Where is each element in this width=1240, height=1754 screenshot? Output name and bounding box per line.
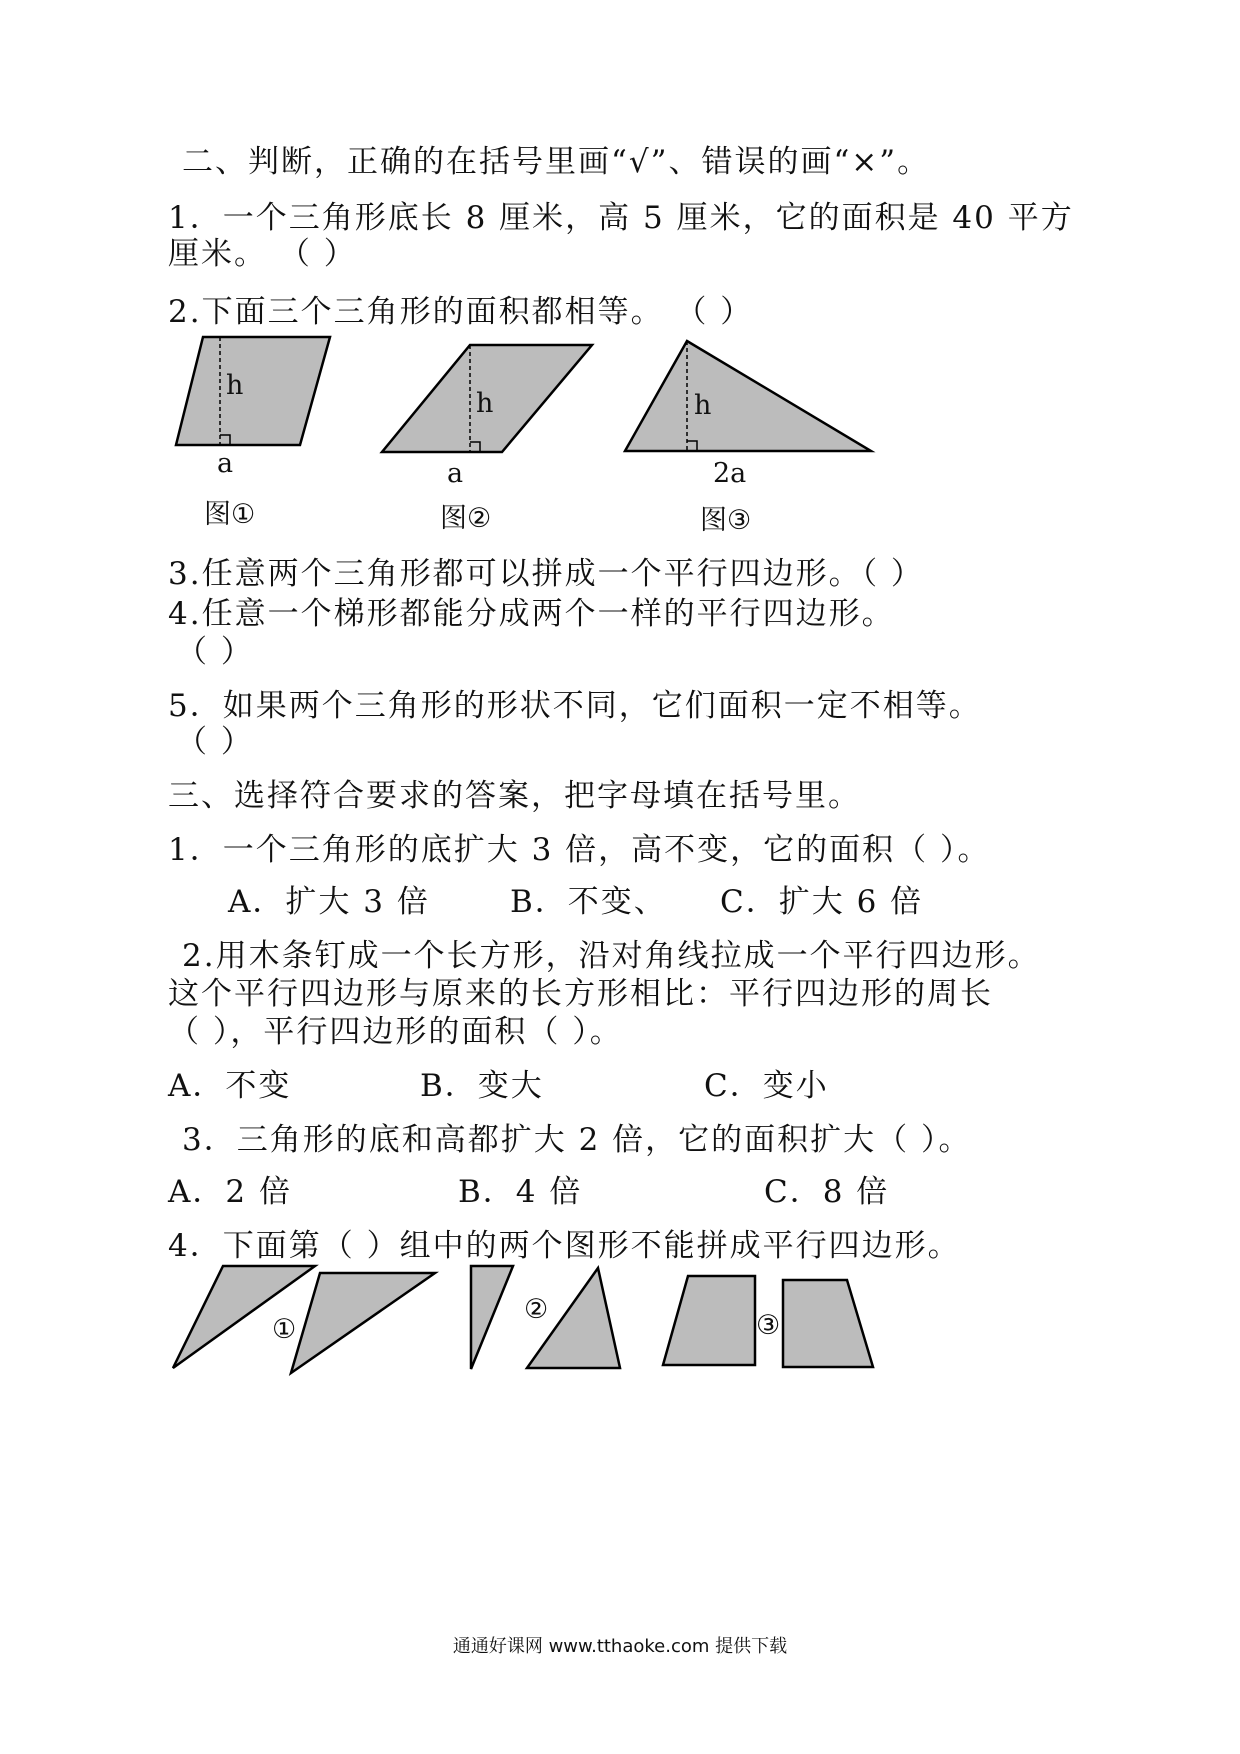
- s3-q3-option-c: C．8 倍: [764, 1174, 890, 1210]
- s3-q2-option-c: C．变小: [704, 1068, 829, 1104]
- fig1-caption: 图①: [204, 499, 256, 530]
- q4-group-2-label: ②: [524, 1294, 549, 1325]
- s3-q2-line3: （ ），平行四边形的面积（ ）。: [168, 1014, 623, 1050]
- s3-q3-option-a: A．2 倍: [168, 1174, 292, 1210]
- section2-title: 二、判断，正确的在括号里画“√”、错误的画“×”。: [182, 144, 931, 180]
- s2-q4-line2: （ ）: [176, 634, 254, 670]
- q4-group-3-label: ③: [756, 1310, 781, 1341]
- fig3-base-label: 2a: [713, 458, 747, 489]
- q4-group-1-label: ①: [272, 1314, 297, 1345]
- s2-q3: 3.任意两个三角形都可以拼成一个平行四边形。（ ）: [168, 556, 924, 592]
- s2-q5-line1: 5．如果两个三角形的形状不同，它们面积一定不相等。: [168, 688, 982, 724]
- s2-q4-line1: 4.任意一个梯形都能分成两个一样的平行四边形。: [168, 596, 895, 632]
- s2-q5-line2: （ ）: [176, 724, 254, 760]
- s3-q1: 1．一个三角形的底扩大 3 倍，高不变，它的面积（ ）。: [168, 832, 991, 868]
- s3-q2-line1: 2.用木条钉成一个长方形，沿对角线拉成一个平行四边形。: [182, 938, 1041, 974]
- s3-q1-option-b: B．不变、: [510, 884, 667, 920]
- s3-q2-option-b: B．变大: [420, 1068, 544, 1104]
- fig1-h-label: h: [226, 370, 244, 401]
- s3-q3: 3．三角形的底和高都扩大 2 倍，它的面积扩大（ ）。: [182, 1122, 972, 1158]
- figure-1-parallelogram: [173, 334, 343, 454]
- s3-q3-option-b: B．4 倍: [458, 1174, 583, 1210]
- fig3-caption: 图③: [700, 505, 752, 536]
- footer-credit: 通通好课网 www.tthaoke.com 提供下载: [452, 1636, 788, 1657]
- fig2-base-label: a: [447, 458, 464, 489]
- s3-q2-line2: 这个平行四边形与原来的长方形相比：平行四边形的周长: [168, 976, 993, 1012]
- section3-title: 三、选择符合要求的答案，把字母填在括号里。: [168, 778, 861, 814]
- fig3-h-label: h: [694, 390, 712, 421]
- s2-q1-line1: 1．一个三角形底长 8 厘米，高 5 厘米，它的面积是 40 平方: [168, 200, 1074, 236]
- fig1-base-label: a: [217, 448, 234, 479]
- s3-q2-option-a: A．不变: [168, 1068, 292, 1104]
- s3-q4: 4．下面第（ ）组中的两个图形不能拼成平行四边形。: [168, 1228, 961, 1264]
- s2-q2: 2.下面三个三角形的面积都相等。 （ ）: [168, 294, 754, 330]
- s3-q1-option-a: A．扩大 3 倍: [228, 884, 430, 920]
- s3-q1-option-c: C．扩大 6 倍: [720, 884, 924, 920]
- figure-3-triangle: [622, 338, 874, 454]
- s2-q1-line2: 厘米。 （ ）: [168, 236, 357, 272]
- fig2-h-label: h: [476, 388, 494, 419]
- fig2-caption: 图②: [440, 503, 492, 534]
